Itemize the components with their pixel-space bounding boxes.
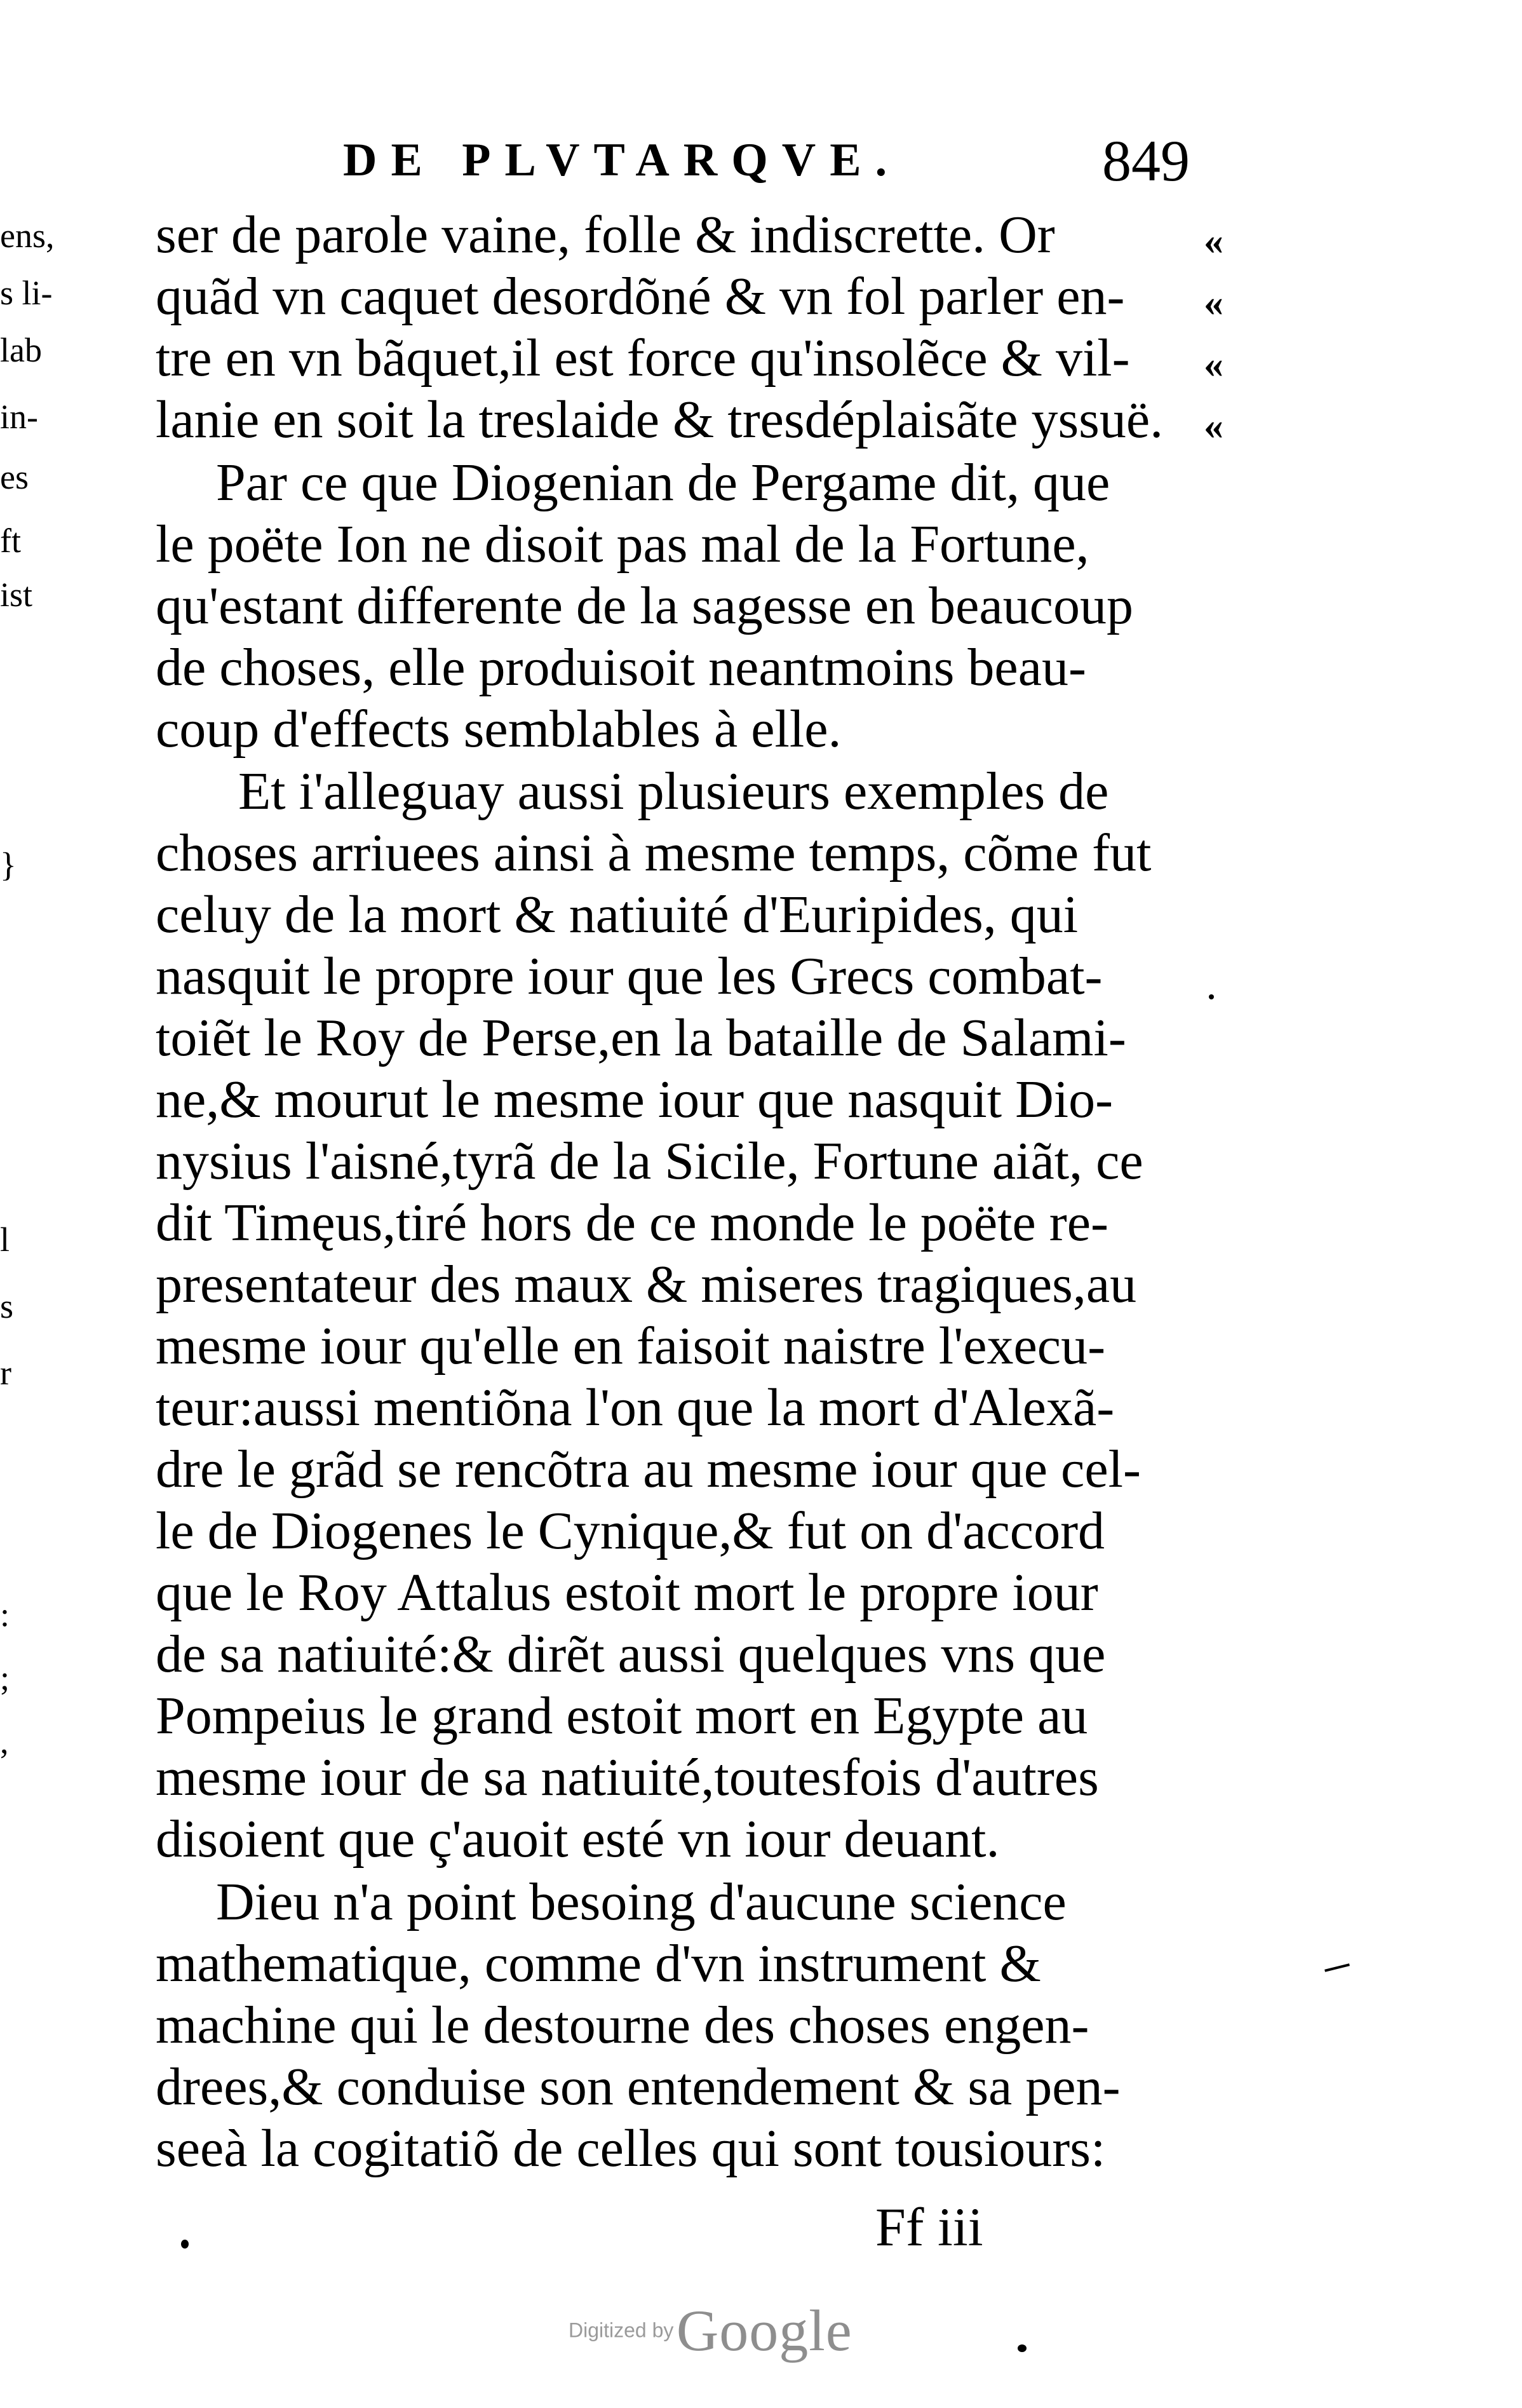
text-line: choses arriuees ainsi à mesme temps, cõme fut bbox=[156, 823, 1152, 883]
margin-fragment: s li- bbox=[0, 274, 53, 312]
text-line: nysius l'aisné,tyrã de la Sicile, Fortune aiãt, ce bbox=[156, 1132, 1143, 1191]
text-line: le de Diogenes le Cynique,& fut on d'accord bbox=[156, 1501, 1105, 1560]
text-line: dre le grãd se rencõtra au mesme iour que cel- bbox=[156, 1440, 1141, 1499]
margin-fragment: s bbox=[0, 1287, 14, 1325]
text-line: celuy de la mort & natiuité d'Euripides, qui bbox=[156, 885, 1079, 944]
guillemet-mark: « bbox=[1204, 281, 1223, 325]
text-line: mathematique, comme d'vn instrument & bbox=[156, 1934, 1041, 1993]
text-line: Dieu n'a point besoing d'aucune science bbox=[216, 1872, 1067, 1931]
text-line: Pompeius le grand estoit mort en Egypte au bbox=[156, 1686, 1088, 1745]
text-line: qu'estant differente de la sagesse en beaucoup bbox=[156, 576, 1133, 635]
margin-fragment: , bbox=[0, 1722, 9, 1761]
text-line: teur:aussi mentiõna l'on que la mort d'Alexã- bbox=[156, 1378, 1115, 1437]
margin-fragment: r bbox=[0, 1354, 11, 1392]
ink-dash bbox=[1324, 1963, 1350, 1972]
text-line: Par ce que Diogenian de Pergame dit, que bbox=[216, 453, 1110, 512]
text-line: presentateur des maux & miseres tragiques,au bbox=[156, 1255, 1137, 1314]
text-line: machine qui le destourne des choses engen- bbox=[156, 1996, 1089, 2055]
page-number: 849 bbox=[1102, 128, 1190, 193]
text-line: dit Timęus,tiré hors de ce monde le poëte re- bbox=[156, 1193, 1108, 1252]
text-line: ser de parole vaine, folle & indiscrette. Or bbox=[156, 205, 1055, 264]
ink-speck bbox=[1209, 994, 1214, 999]
text-line: tre en vn bãquet,il est force qu'insolẽce & vil- bbox=[156, 328, 1130, 388]
text-line: lanie en soit la treslaide & tresdéplaisãte yssuë. bbox=[156, 390, 1164, 449]
margin-fragment: es bbox=[0, 458, 29, 496]
text-line: mesme iour de sa natiuité,toutesfois d'autres bbox=[156, 1748, 1099, 1807]
text-line: drees,& conduise son entendement & sa pen- bbox=[156, 2057, 1121, 2116]
text-line: ne,& mourut le mesme iour que nasquit Dio- bbox=[156, 1070, 1114, 1129]
margin-fragment: } bbox=[0, 846, 17, 884]
guillemet-mark: « bbox=[1204, 405, 1223, 448]
margin-fragment: ; bbox=[0, 1659, 10, 1697]
text-line: le poëte Ion ne disoit pas mal de la Fortune, bbox=[156, 515, 1089, 574]
text-line: nasquit le propre iour que les Grecs combat- bbox=[156, 947, 1103, 1006]
margin-fragment: ft bbox=[0, 522, 21, 560]
left-margin-bleed-through bbox=[0, 0, 55, 2408]
margin-fragment: in- bbox=[0, 398, 38, 436]
margin-fragment: : bbox=[0, 1595, 10, 1634]
text-line: que le Roy Attalus estoit mort le propre iour bbox=[156, 1563, 1098, 1622]
margin-fragment: ens, bbox=[0, 217, 55, 255]
ink-speck bbox=[1018, 2344, 1027, 2352]
text-line: mesme iour qu'elle en faisoit naistre l'execu- bbox=[156, 1316, 1106, 1376]
signature-mark: Ff iii bbox=[875, 2196, 983, 2257]
running-title: DE PLVTARQVE. bbox=[343, 134, 901, 186]
google-logo: Google bbox=[676, 2298, 852, 2363]
digitized-watermark bbox=[569, 2297, 852, 2364]
watermark-prefix: Digitized by bbox=[569, 2318, 674, 2342]
margin-fragment: l bbox=[0, 1221, 10, 1259]
text-line: disoient que ç'auoit esté vn iour deuant. bbox=[156, 1809, 1000, 1869]
ink-speck bbox=[181, 2240, 189, 2249]
text-line: de choses, elle produisoit neantmoins beau- bbox=[156, 638, 1086, 697]
text-line: quãd vn caquet desordõné & vn fol parler en- bbox=[156, 267, 1125, 326]
guillemet-mark: « bbox=[1204, 343, 1223, 386]
text-line: coup d'effects semblables à elle. bbox=[156, 700, 842, 759]
text-line: de sa natiuité:& dirẽt aussi quelques vns que bbox=[156, 1625, 1106, 1684]
margin-fragment: lab bbox=[0, 331, 42, 369]
text-line: toiẽt le Roy de Perse,en la bataille de Salami- bbox=[156, 1008, 1126, 1067]
guillemet-mark: « bbox=[1204, 220, 1223, 263]
text-line: seeà la cogitatiõ de celles qui sont tousiours: bbox=[156, 2119, 1106, 2178]
text-line: Et i'alleguay aussi plusieurs exemples de bbox=[238, 762, 1109, 821]
margin-fragment: ist bbox=[0, 576, 33, 614]
